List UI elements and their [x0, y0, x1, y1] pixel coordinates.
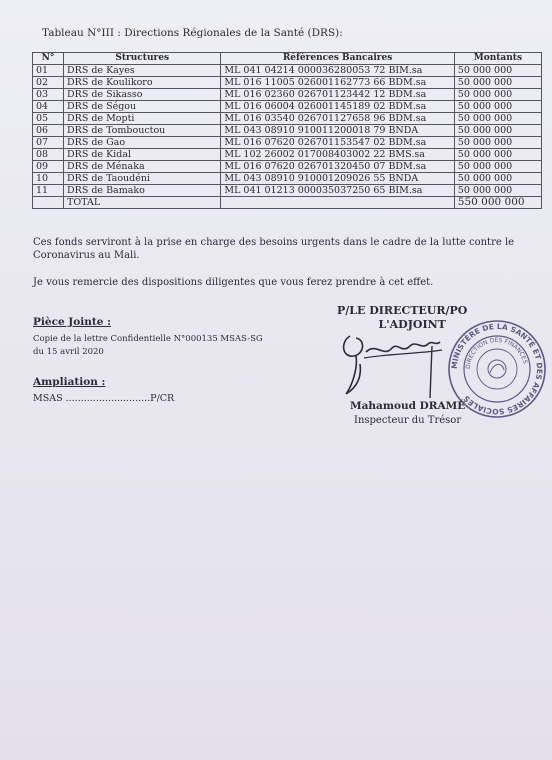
row-number: 10: [33, 173, 64, 185]
row-amount: 50 000 000: [454, 65, 541, 77]
row-amount: 50 000 000: [454, 101, 541, 113]
row-structure: DRS de Kidal: [64, 149, 221, 161]
row-amount: 50 000 000: [454, 185, 541, 197]
table-row: [33, 173, 542, 185]
row-structure: DRS de Taoudéni: [64, 173, 221, 185]
row-number: 08: [33, 149, 64, 161]
row-amount: 50 000 000: [454, 125, 541, 137]
row-bank-reference: ML 016 06004 026001145189 02 BDM.sa: [221, 101, 454, 113]
row-structure: DRS de Ménaka: [64, 161, 221, 173]
column-header-bank-references: Références Bancaires: [221, 53, 454, 65]
table-row: [33, 77, 542, 89]
thanks-paragraph: Je vous remercie des dispositions diligentes que vous ferez prendre à cet effet.: [33, 277, 434, 288]
row-structure: DRS de Bamako: [64, 185, 221, 197]
stamp-outer-text: MINISTÈRE DE LA SANTÉ ET DES AFFAIRES SOCIALES: [449, 321, 545, 417]
row-number: 09: [33, 161, 64, 173]
row-amount: 50 000 000: [454, 149, 541, 161]
attachment-text: [33, 333, 263, 359]
row-bank-reference: ML 016 02360 026701123442 12 BDM.sa: [221, 89, 454, 101]
table-row: [33, 125, 542, 137]
row-bank-reference: ML 016 03540 026701127658 96 BDM.sa: [221, 113, 454, 125]
ampliation-title: Ampliation :: [33, 376, 106, 388]
row-number: 06: [33, 125, 64, 137]
row-bank-reference: ML 102 26002 017008403002 22 BMS.sa: [221, 149, 454, 161]
row-number: 04: [33, 101, 64, 113]
row-number: 03: [33, 89, 64, 101]
row-number: 01: [33, 65, 64, 77]
table-row: [33, 101, 542, 113]
row-bank-reference: ML 041 01213 000035037250 65 BIM.sa: [221, 185, 454, 197]
ampliation-line: MSAS ............................P/CR: [33, 393, 175, 404]
funds-purpose-paragraph: Ces fonds serviront à la prise en charge des besoins urgents dans le cadre de la lutte contre le Coronavirus au Mali.: [33, 237, 515, 261]
row-bank-reference: ML 016 07620 026701320450 07 BDM.sa: [221, 161, 454, 173]
row-amount: 50 000 000: [454, 89, 541, 101]
row-bank-reference: ML 016 11005 026001162773 66 BDM.sa: [221, 77, 454, 89]
attachment-line: Copie de la lettre Confidentielle N°000135 MSAS-SG: [33, 334, 263, 344]
column-header-number: N°: [33, 53, 64, 65]
row-structure: DRS de Koulikoro: [64, 77, 221, 89]
table-row: [33, 137, 542, 149]
column-header-amounts: Montants: [454, 53, 541, 65]
total-row: [33, 197, 542, 209]
row-structure: DRS de Ségou: [64, 101, 221, 113]
row-amount: 50 000 000: [454, 113, 541, 125]
signatory-line-1: P/LE DIRECTEUR/PO: [337, 304, 468, 317]
total-amount: 550 000 000: [454, 197, 541, 209]
signatory-role: Inspecteur du Trésor: [354, 415, 462, 426]
table-title: Tableau N°III : Directions Régionales de la Santé (DRS):: [42, 27, 343, 39]
handwritten-signature: [336, 328, 446, 400]
column-header-structures: Structures: [64, 53, 221, 65]
row-number: 07: [33, 137, 64, 149]
row-bank-reference: ML 043 08910 910011200018 79 BNDA: [221, 125, 454, 137]
total-empty-reference: [221, 197, 454, 209]
signatory-line-2: L'ADJOINT: [378, 318, 446, 331]
table-row: [33, 65, 542, 77]
total-empty-cell: [33, 197, 64, 209]
table-row: [33, 161, 542, 173]
row-amount: 50 000 000: [454, 77, 541, 89]
row-structure: DRS de Gao: [64, 137, 221, 149]
row-number: 05: [33, 113, 64, 125]
row-amount: 50 000 000: [454, 137, 541, 149]
stamp-inner-text: DIRECTION DES FINANCES: [464, 336, 529, 370]
table-row: [33, 113, 542, 125]
drs-table: [32, 52, 542, 209]
signatory-name: Mahamoud DRAMÉ: [350, 400, 466, 412]
row-structure: DRS de Kayes: [64, 65, 221, 77]
table-row: [33, 185, 542, 197]
row-bank-reference: ML 016 07620 026701153547 02 BDM.sa: [221, 137, 454, 149]
row-bank-reference: ML 041 04214 000036280053 72 BIM.sa: [221, 65, 454, 77]
total-label: TOTAL: [64, 197, 221, 209]
table-header-row: [33, 53, 542, 65]
row-structure: DRS de Tombouctou: [64, 125, 221, 137]
table-row: [33, 149, 542, 161]
row-bank-reference: ML 043 08910 910001209026 55 BNDA: [221, 173, 454, 185]
row-number: 02: [33, 77, 64, 89]
row-structure: DRS de Mopti: [64, 113, 221, 125]
row-structure: DRS de Sikasso: [64, 89, 221, 101]
row-number: 11: [33, 185, 64, 197]
attachment-date: du 15 avril 2020: [33, 347, 104, 357]
row-amount: 50 000 000: [454, 173, 541, 185]
row-amount: 50 000 000: [454, 161, 541, 173]
table-body: [33, 65, 542, 197]
attachment-title: Pièce Jointe :: [33, 316, 111, 328]
table-row: [33, 89, 542, 101]
